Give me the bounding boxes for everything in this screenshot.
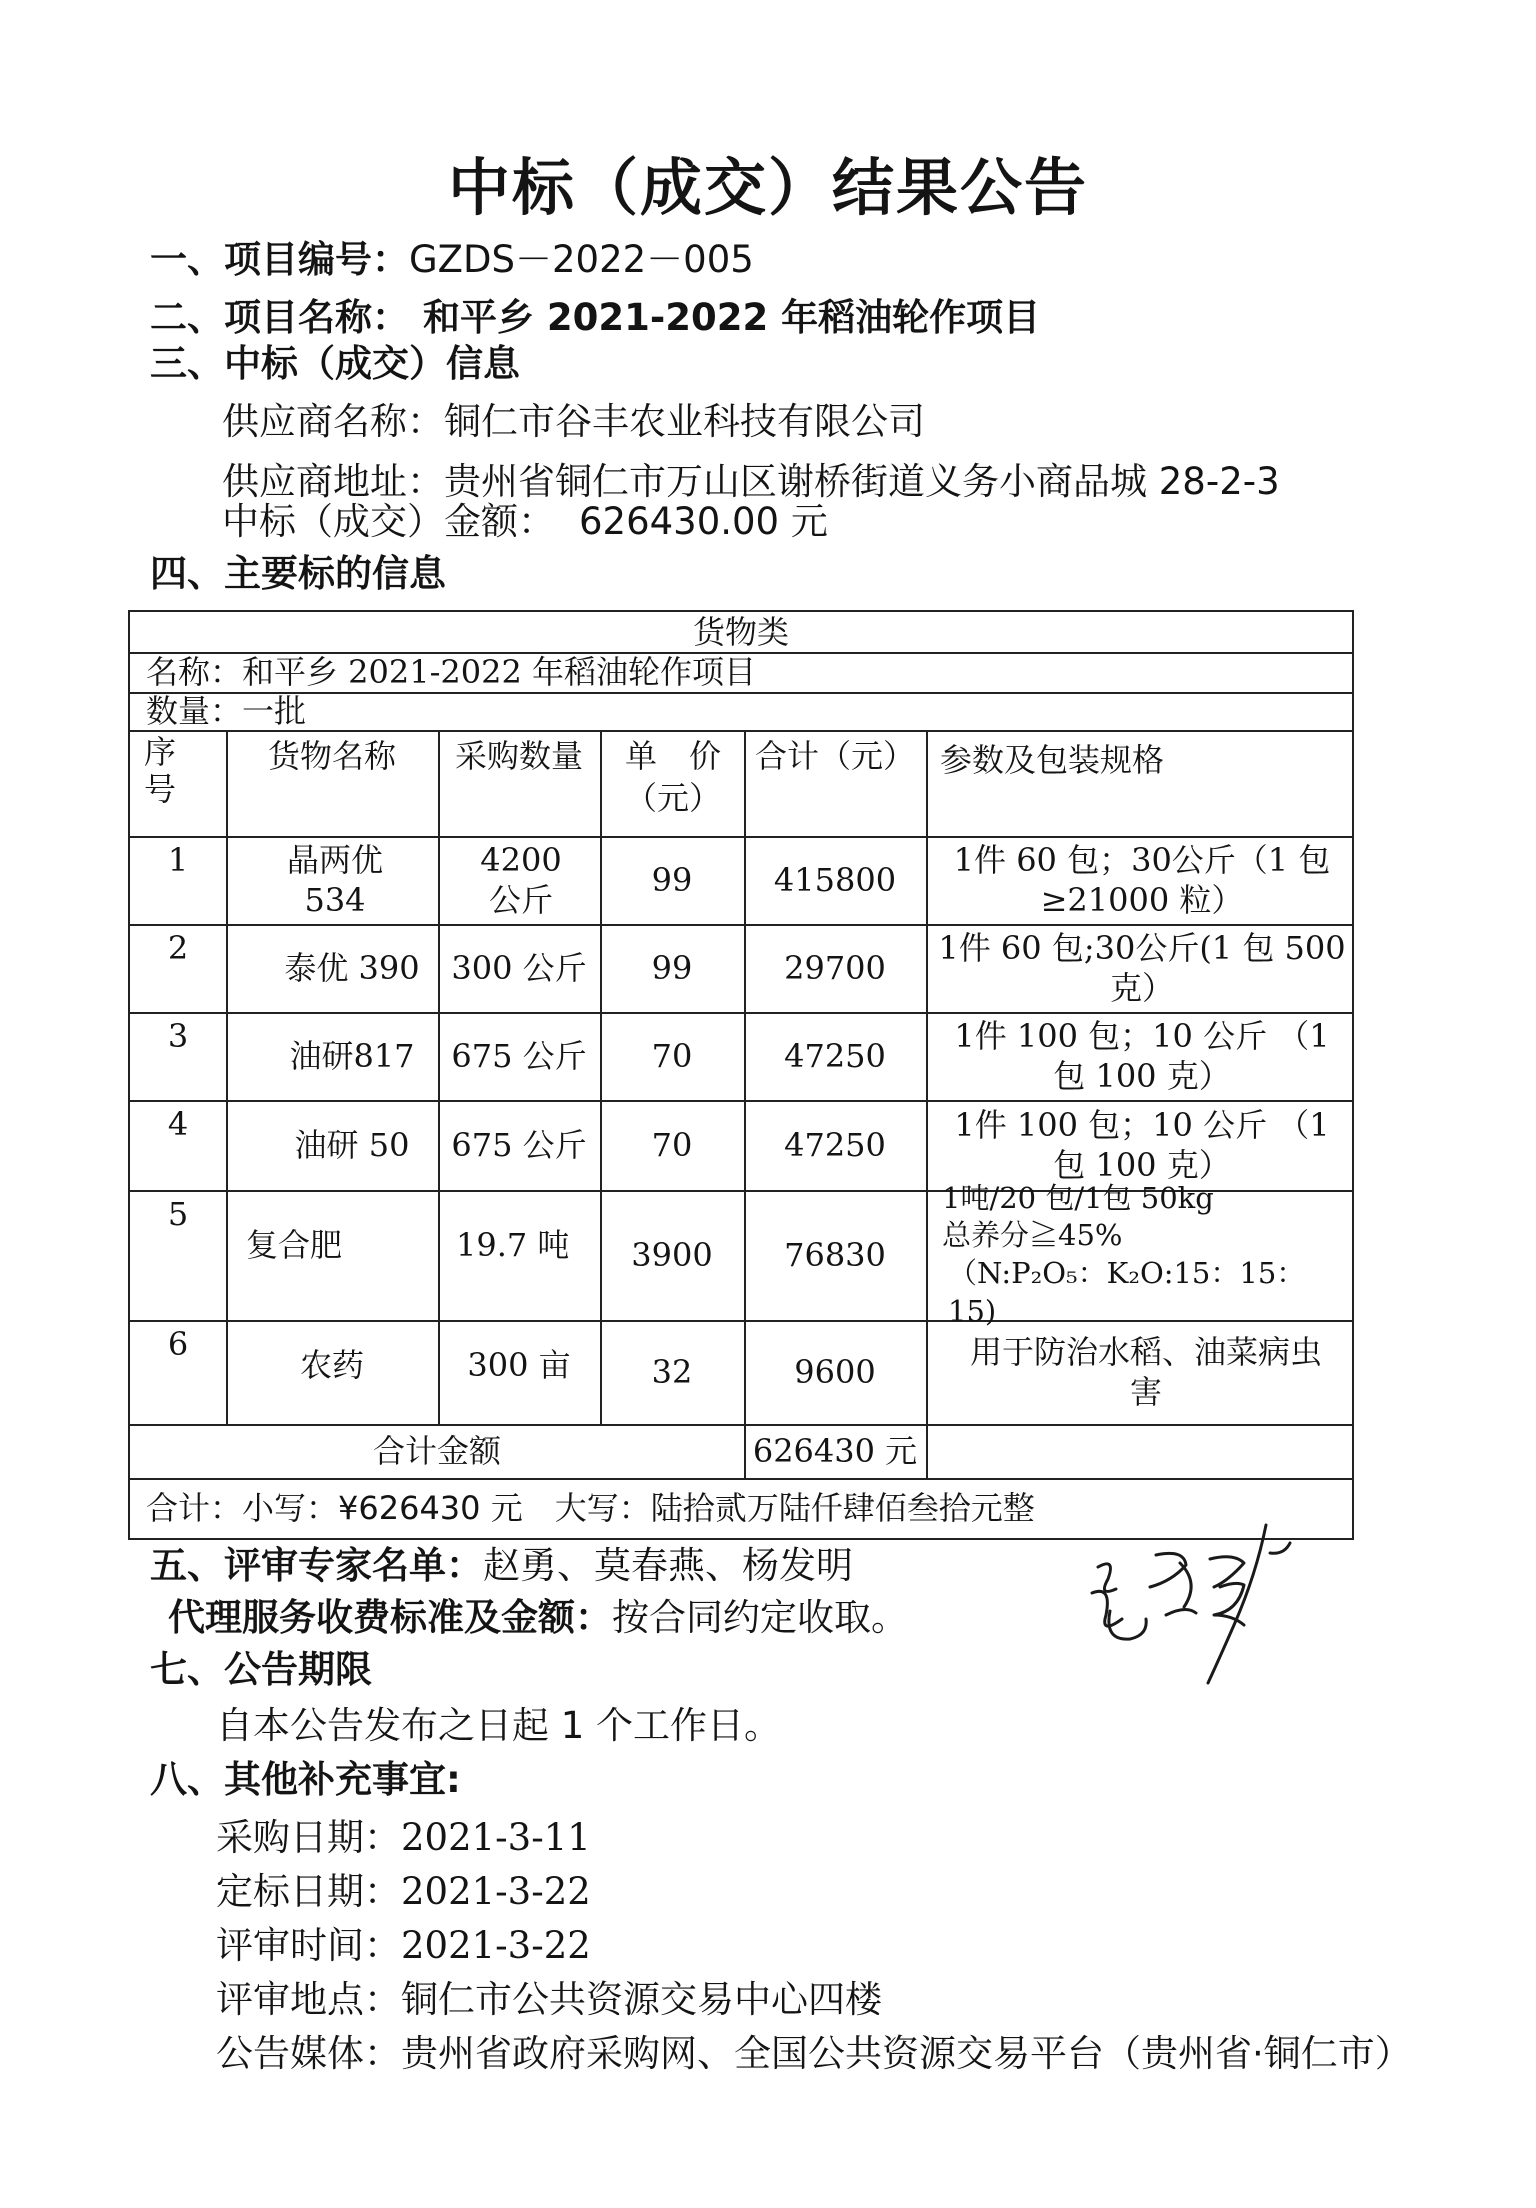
other-matters-heading: 八、其他补充事宜: [150, 1758, 461, 1801]
project-number-value: GZDS－2022－005 [409, 238, 754, 281]
row-seq: 1 [167, 841, 189, 879]
row-price: 3900 [631, 1236, 713, 1274]
main-items-heading: 四、主要标的信息 [150, 552, 446, 595]
row-qty: 19.7 吨 [456, 1226, 570, 1264]
item-value: 贵州省政府采购网、全国公共资源交易平台（贵州省·铜仁市） [401, 2032, 1412, 2075]
sum-value: 626430 元 [752, 1432, 918, 1470]
total-footer: 合计：小写：¥626430 元 大写：陆拾贰万陆仟肆佰叁拾元整 [146, 1489, 1035, 1527]
handwritten-signature [1070, 1515, 1340, 1695]
supplier-name-label: 供应商名称： [222, 400, 444, 443]
row-spec-line: （N:P₂O₅：K₂O:15：15：15) [948, 1256, 1306, 1328]
award-amount-value: 626430.00 元 [579, 500, 828, 543]
header-unit-price: 单 价（元） [624, 737, 721, 817]
header-goods: 货物名称 [267, 737, 396, 775]
row-goods: 复合肥 [246, 1226, 343, 1264]
agency-fee-label: 代理服务收费标准及金额： [168, 1596, 612, 1639]
supplier-name-value: 铜仁市谷丰农业科技有限公司 [444, 400, 925, 443]
goods-table [128, 610, 1354, 1540]
row-spec: 用于防治水稻、油菜病虫害 [969, 1333, 1322, 1411]
notice-media [216, 2034, 1412, 2075]
supplier-address-label: 供应商地址： [222, 460, 444, 503]
row-seq: 2 [167, 929, 189, 967]
row-total: 29700 [784, 949, 886, 987]
experts-value: 赵勇、莫春燕、杨发明 [483, 1544, 853, 1587]
row-qty: 300 亩 [467, 1346, 571, 1384]
row-seq: 6 [167, 1325, 189, 1363]
row-spec: 1件 100 包；10 公斤 （1 包 100 克） [954, 1017, 1330, 1095]
supplier-name [222, 402, 925, 443]
row-qty: 4200 公斤 [480, 841, 562, 919]
row-total: 76830 [784, 1236, 886, 1274]
header-total: 合计（元） [754, 737, 915, 775]
table-quantity-row: 数量：一批 [146, 692, 307, 730]
row-total: 47250 [784, 1126, 886, 1164]
row-total: 47250 [784, 1037, 886, 1075]
row-spec: 1件 60 包;30公斤(1 包 500 克） [938, 929, 1346, 1007]
item-value: 2021-3-22 [401, 1924, 591, 1967]
project-number-label: 一、项目编号： [150, 238, 409, 281]
header-qty: 采购数量 [454, 737, 583, 775]
row-qty: 300 公斤 [451, 949, 587, 987]
category-cell: 货物类 [692, 613, 789, 651]
experts-list [150, 1546, 853, 1587]
supplier-address [222, 462, 1280, 503]
row-price: 99 [651, 861, 693, 899]
row-price: 99 [651, 949, 693, 987]
project-name-value: 和平乡 2021-2022 年稻油轮作项目 [423, 296, 1041, 339]
review-location [216, 1980, 882, 2021]
review-time [216, 1926, 591, 1967]
procurement-date [216, 1818, 591, 1859]
item-value: 2021-3-11 [401, 1816, 591, 1859]
award-date [216, 1872, 591, 1913]
project-name [150, 298, 1040, 339]
row-spec-line: 1吨/20 包/1包 50kg [942, 1180, 1214, 1215]
row-goods: 油研817 [289, 1037, 415, 1075]
row-total: 415800 [773, 861, 897, 899]
item-label: 评审时间： [216, 1924, 401, 1967]
row-spec: 1件 100 包；10 公斤 （1 包 100 克） [954, 1106, 1330, 1184]
notice-period-value: 自本公告发布之日起 1 个工作日。 [216, 1704, 782, 1747]
table-name-row: 名称：和平乡 2021-2022 年稻油轮作项目 [146, 653, 757, 691]
row-goods: 晶两优534 [286, 841, 383, 919]
row-price: 70 [651, 1126, 693, 1164]
row-goods: 泰优 390 [284, 949, 420, 987]
agency-fee [168, 1598, 908, 1639]
award-amount-label: 中标（成交）金额： [222, 500, 555, 543]
row-spec: 1件 60 包；30公斤（1 包≥21000 粒） [953, 841, 1331, 919]
project-name-label: 二、项目名称： [150, 296, 409, 339]
row-seq: 3 [167, 1017, 189, 1055]
row-seq: 4 [167, 1105, 189, 1143]
row-qty: 675 公斤 [451, 1037, 587, 1075]
item-label: 采购日期： [216, 1816, 401, 1859]
experts-label: 五、评审专家名单： [150, 1544, 483, 1587]
item-label: 定标日期： [216, 1870, 401, 1913]
item-label: 评审地点： [216, 1978, 401, 2021]
row-total: 9600 [794, 1353, 876, 1391]
row-qty: 675 公斤 [451, 1126, 587, 1164]
row-price: 32 [651, 1353, 693, 1391]
row-goods: 农药 [299, 1346, 364, 1384]
award-info-heading: 三、中标（成交）信息 [150, 342, 520, 385]
item-value: 铜仁市公共资源交易中心四楼 [401, 1978, 882, 2021]
page-title: 中标（成交）结果公告 [447, 151, 1088, 224]
row-goods: 油研 50 [294, 1126, 410, 1164]
project-number [150, 240, 754, 281]
notice-period-heading: 七、公告期限 [150, 1648, 372, 1691]
item-value: 2021-3-22 [401, 1870, 591, 1913]
award-amount [222, 502, 828, 543]
supplier-address-value: 贵州省铜仁市万山区谢桥街道义务小商品城 28-2-3 [444, 460, 1280, 503]
row-price: 70 [651, 1037, 693, 1075]
agency-fee-value: 按合同约定收取。 [612, 1596, 908, 1639]
row-spec-line: 总养分≧45% [942, 1218, 1123, 1253]
header-seq: 序号 [143, 733, 176, 808]
header-spec: 参数及包装规格 [940, 741, 1165, 779]
row-seq: 5 [167, 1195, 189, 1233]
row-spec [936, 1180, 1348, 1328]
item-label: 公告媒体： [216, 2032, 401, 2075]
sum-label: 合计金额 [372, 1432, 501, 1470]
